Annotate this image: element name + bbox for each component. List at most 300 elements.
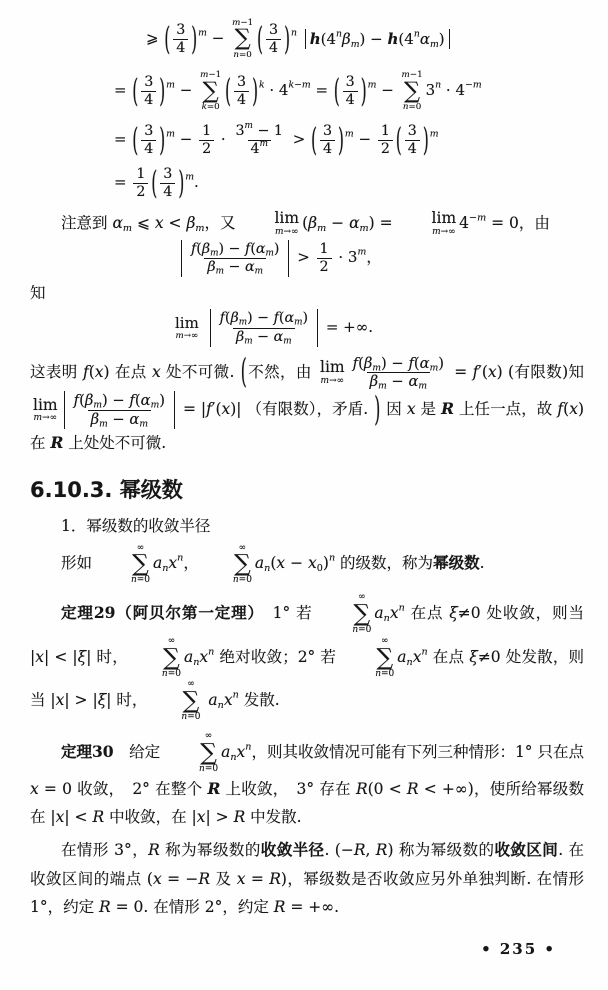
math-text: α (129, 410, 140, 428)
math-row: m→∞ (175, 331, 199, 342)
paragraph-know (30, 279, 584, 308)
math-row: m−1 (232, 18, 254, 28)
math-text: n (402, 102, 409, 113)
lim-subscript (176, 332, 199, 341)
math-text: m (472, 79, 482, 91)
paragraph-notice (30, 209, 584, 238)
math-row: n=0 (402, 102, 422, 113)
big-parenthesis: ( (395, 121, 402, 159)
sum-upper-limit: ∞ (136, 542, 145, 553)
math-text: m (215, 266, 225, 277)
math-text: β (342, 30, 351, 49)
math-row: lim m→∞ $\frac{f(\beta_m) - f(\alpha_m)}{\beta_m - \alpha_m}$ = +∞. (175, 310, 373, 347)
superscript (430, 129, 439, 140)
formula-inequality-line-1 (146, 18, 584, 60)
math-row: m→∞ (320, 376, 345, 387)
math-text: 收敛半径 (260, 840, 325, 860)
big-parenthesis: ( (225, 72, 231, 111)
math-text: f (245, 240, 251, 257)
fraction (232, 120, 286, 158)
math-row: −m (465, 79, 482, 91)
math-text: R (92, 808, 105, 827)
numerator: 3 (269, 21, 279, 38)
math-text: α (255, 240, 266, 257)
denominator: 4 (141, 140, 156, 158)
summation (200, 70, 221, 112)
lim-subscript (321, 377, 345, 386)
fraction (320, 123, 335, 158)
math-text: x (35, 647, 44, 666)
superscript (469, 212, 486, 223)
subscript (151, 401, 160, 411)
math-text: x (152, 869, 162, 888)
fraction (141, 74, 156, 109)
math-text: α (349, 213, 360, 232)
lim-subscript (401, 228, 456, 237)
math-text: n (161, 668, 168, 679)
superscript (291, 28, 297, 39)
sum-upper-limit: ∞ (204, 731, 213, 742)
subscript (430, 363, 439, 373)
sigma-symbol: ∑ (234, 25, 251, 52)
sum-upper-limit: ∞ (381, 635, 389, 646)
math-text: m (33, 413, 43, 424)
subsection-title (30, 512, 584, 541)
math-text: f (73, 391, 80, 409)
math-text: n (413, 28, 420, 40)
math-text: x (412, 647, 422, 666)
limit-operator (243, 210, 299, 237)
sigma-symbol: ∑ (376, 643, 394, 671)
math-text: n (199, 763, 205, 774)
big-parenthesis: ( (164, 20, 171, 59)
math-text: n (383, 612, 390, 624)
math-text: x (487, 362, 497, 381)
math-text: m (185, 171, 195, 183)
formula-line-4 (114, 166, 584, 201)
math-text: n (232, 689, 239, 701)
big-parenthesis: ( (132, 121, 139, 159)
limit-operator (175, 315, 199, 341)
formula-limit-infinity (172, 309, 584, 346)
superscript (245, 741, 251, 752)
math-text: R (441, 399, 454, 419)
fraction (266, 22, 281, 57)
big-parenthesis: ( (240, 352, 247, 392)
sigma-symbol: ∑ (182, 687, 200, 715)
math-text: 收敛区间 (494, 840, 559, 860)
fraction (133, 166, 148, 201)
numerator (71, 392, 168, 410)
subscript (283, 336, 291, 346)
sum-upper-limit: ∞ (238, 542, 247, 553)
numerator (350, 355, 447, 373)
numerator: 1 (380, 122, 390, 139)
superscript (260, 139, 268, 149)
sum-lower-limit (202, 575, 252, 586)
lim-subscript (244, 228, 299, 237)
numerator: 1 (202, 122, 212, 139)
math-row: 4$^m$ (250, 138, 268, 157)
math-row: $3^m - 1$ (235, 120, 283, 139)
math-text: f (219, 310, 225, 327)
denominator: 4 (173, 39, 188, 57)
superscript (465, 80, 482, 91)
math-row: $\beta_m - \alpha_m$ (207, 258, 264, 277)
math-row: 定理29（阿贝尔第一定理） 1° 若 ∞ ∑ n=0 $a_nx^n$ 在点 ξ≠0 处收敛，则当 |x| < |ξ| 时， ∞ ∑ n=0 $a_nx^n$ 绝对收敛；2° 若 ∞ ∑ n=0 $a_nx^n$ 在点 ξ≠0 处发散，则当 |x| > |ξ| 时， ∞ ∑ n=0 $a_nx^n$ 发散. (30, 592, 585, 723)
limit-operator (401, 210, 457, 237)
math-text: m (429, 363, 439, 374)
math-text: β (308, 213, 318, 232)
math-row: m→∞ (275, 227, 299, 238)
paragraph-theorem-30 (30, 731, 584, 832)
math-text: R (198, 869, 211, 888)
math-text: x (55, 691, 65, 710)
math-row: n=0 (352, 625, 372, 636)
math-row: n=0 (233, 49, 252, 60)
math-text: a (397, 647, 407, 666)
math-text: k (288, 79, 295, 91)
math-text: m (166, 79, 175, 91)
superscript (177, 553, 183, 564)
summation (344, 636, 394, 680)
math-text: α (245, 258, 255, 275)
fraction (217, 310, 311, 345)
math-text: β (186, 213, 196, 232)
math-text: m (175, 331, 184, 342)
sigma-symbol: ∑ (163, 643, 180, 671)
limit-operator (33, 397, 58, 424)
math-text: f (408, 354, 414, 372)
math-text: n (336, 28, 343, 40)
math-text: n (181, 712, 188, 723)
subscript (123, 223, 132, 234)
math-text: a (208, 691, 218, 710)
summation (232, 18, 253, 60)
sigma-symbol: ∑ (404, 77, 421, 104)
math-row: m−1 (401, 70, 423, 81)
math-text: m (283, 336, 292, 347)
math-row: $\beta_m - \alpha_m$ (369, 373, 428, 392)
math-text: x (223, 691, 233, 710)
big-parenthesis: ) (159, 72, 166, 111)
sum-lower-limit (344, 669, 394, 680)
math-row: m−1 (200, 70, 222, 81)
math-text: k (201, 102, 207, 113)
superscript (208, 646, 214, 657)
math-text: n (233, 49, 239, 60)
math-text: m (301, 79, 311, 91)
math-text: a (183, 647, 194, 666)
math-text: β (84, 391, 94, 409)
numerator: 3 (322, 122, 333, 139)
numerator: 1 (319, 240, 329, 257)
math-text: f (557, 400, 564, 419)
big-parenthesis: ) (252, 72, 258, 111)
fraction (405, 123, 420, 158)
math-text: 定理29（阿贝尔第一定理） (61, 603, 257, 623)
math-text: x (168, 554, 178, 573)
sum-lower-limit (150, 712, 200, 723)
subscript (255, 266, 263, 276)
math-row: m→∞ (432, 227, 456, 238)
math-text: n (398, 602, 405, 614)
math-row: m→∞ (33, 413, 58, 424)
math-text: x (94, 362, 104, 381)
math-text: R (50, 433, 64, 453)
sigma-symbol: ∑ (234, 550, 251, 578)
math-row: = ( $\frac{3}{4}$ )$^m$ − $\frac{1}{2}$ · $\frac{3^m - 1}{4^m}$ > ( $\frac{3}{4}$ )$^m$ − $\frac{1}{2}$ ( $\frac{3}{4}$ )$^m$ (114, 120, 439, 159)
denominator: 4 (234, 91, 249, 109)
math-text: n (208, 645, 215, 657)
math-row: 注意到 $\alpha_m$ ⩽ $x < \beta_m$，又 lim m→∞ $(\beta_m - \alpha_m)$ = lim m→∞ $4^{-m} = 0$，由 (61, 209, 550, 238)
math-text: x (236, 869, 246, 888)
math-row: n=0 (375, 668, 395, 679)
math-text: m (401, 70, 410, 81)
math-text: m (244, 120, 253, 131)
math-text: m (150, 400, 160, 411)
math-text: f (352, 354, 359, 372)
superscript (259, 80, 265, 91)
fraction (234, 74, 249, 109)
math-text: R (207, 778, 221, 798)
math-row: −m (469, 212, 487, 224)
math-text: x (151, 362, 161, 381)
math-text: 定理30 (61, 741, 114, 761)
superscript (245, 120, 253, 130)
summation (202, 543, 252, 587)
absolute-value (210, 309, 318, 346)
section-heading: 6.10.3. 幂级数 (30, 477, 183, 502)
math-text: a (374, 604, 384, 623)
math-text: m (320, 376, 330, 387)
subscript (360, 223, 369, 234)
superscript (329, 553, 335, 564)
math-text: m (166, 128, 175, 140)
paragraph-power-series-definition (30, 543, 584, 587)
superscript (166, 129, 175, 140)
superscript (198, 28, 207, 39)
sum-upper-limit: ∞ (187, 679, 195, 690)
math-row: n=0 (181, 712, 201, 723)
big-parenthesis: ) (284, 20, 290, 59)
big-parenthesis: ( (333, 72, 340, 111)
math-text: β (369, 373, 379, 391)
numerator: 3 (176, 21, 186, 38)
math-text: m (122, 222, 133, 234)
fraction (350, 355, 447, 391)
math-text: m (477, 212, 487, 224)
summation (131, 636, 181, 680)
sigma-symbol: ∑ (353, 599, 371, 627)
formula-line-3 (114, 120, 584, 159)
denominator: 2 (317, 258, 332, 276)
math-text: β (363, 354, 373, 372)
math-text: m (210, 248, 219, 259)
denominator (88, 410, 151, 429)
numerator: 1 (136, 165, 146, 182)
math-text: n (162, 563, 169, 575)
superscript (357, 247, 366, 258)
sum-lower-limit (100, 575, 150, 586)
math-text: k (258, 79, 265, 91)
math-text: 幂级数 (433, 553, 480, 573)
math-text: n (290, 27, 297, 39)
sum-upper-limit: ∞ (358, 592, 366, 603)
fraction (160, 166, 175, 201)
numerator (188, 241, 282, 258)
math-text: m (139, 419, 149, 430)
math-row: 在情形 3°，R 称为幂级数的收敛半径. (−R, R) 称为幂级数的收敛区间. 在收敛区间的端点 (x = −R 及 x = R)，幂级数是否收敛应另外单独判断. 在情形 1°，约定 R = 0. 在情形 2°，约定 R = +∞. (30, 840, 585, 917)
formula-difference-quotient-bound (178, 240, 584, 277)
sigma-symbol: ∑ (132, 550, 149, 578)
math-text: ξ (97, 691, 107, 710)
math-text: m (317, 222, 327, 234)
denominator: 4 (266, 39, 281, 57)
math-text: x (389, 604, 399, 623)
subscript (294, 318, 302, 328)
math-row: $\beta_m - \alpha_m$ (90, 410, 149, 430)
math-text: m (344, 128, 354, 140)
superscript (288, 80, 310, 91)
fraction (378, 123, 393, 158)
big-parenthesis: ( (151, 164, 158, 203)
sum-lower-limit (168, 764, 218, 775)
math-row: ⩾ ( $\frac{3}{4}$ )$^m$ − m−1 ∑ n=0 ( $\frac{3}{4}$ )$^n$ $h(4^n\beta_m) - h(4^n\alpha_m)$ (146, 29, 453, 47)
math-text: m (372, 363, 381, 374)
math-text: β (207, 258, 216, 275)
fraction (141, 123, 156, 158)
math-row: $h(4^n\beta_m) - h(4^n\alpha_m)$ (309, 28, 445, 50)
numerator: 3 (144, 73, 154, 90)
denominator: 2 (378, 140, 393, 158)
math-row: n=0 (199, 763, 219, 774)
summation (150, 679, 200, 723)
subscript (99, 419, 108, 429)
math-text: f (273, 310, 279, 327)
subscript (266, 248, 274, 258)
big-parenthesis: ( (311, 121, 317, 159)
math-row: 形如 ∞ ∑ n=0 $a_nx^n$， ∞ ∑ n=0 $a_n(x - x_0)^n$ 的级数，称为幂级数. (61, 542, 485, 586)
math-row: n=0 (161, 668, 181, 679)
math-text: n (130, 575, 137, 586)
math-text: n (230, 751, 237, 763)
math-text: x (199, 647, 209, 666)
math-row: n=0 (232, 575, 252, 586)
math-text: h (309, 30, 321, 49)
math-text: a (221, 742, 231, 761)
superscript (435, 80, 441, 91)
math-text: β (90, 410, 100, 428)
math-text: h (387, 30, 399, 49)
sigma-symbol: ∑ (200, 738, 217, 766)
math-text: α (284, 310, 295, 327)
math-row: $f(\beta_m) - f(\alpha_m)$ (352, 354, 444, 374)
math-text: m (93, 400, 102, 411)
page-number: • 235 • (481, 940, 556, 958)
math-text: m (198, 27, 207, 39)
math-text: m (418, 381, 428, 392)
math-text: x (569, 400, 578, 419)
math-text: α (408, 373, 419, 391)
math-row: $f(\beta_m) - f(\alpha_m)$ (219, 310, 309, 329)
math-text: n (177, 552, 184, 564)
fraction (188, 241, 282, 276)
fraction (71, 392, 168, 428)
fraction (173, 22, 188, 57)
superscript (185, 172, 194, 183)
math-text: ξ (449, 604, 458, 623)
math-text: x (154, 213, 164, 232)
math-text: n (264, 563, 271, 575)
math-row: $f(\beta_m) - f(\alpha_m)$ (191, 240, 280, 259)
superscript (368, 80, 377, 91)
lim-word: lim (33, 395, 58, 414)
sum-lower-limit (403, 102, 421, 112)
denominator: 4 (405, 140, 420, 158)
math-text: n (232, 575, 239, 586)
numerator: 3 (163, 165, 173, 182)
subscript (264, 563, 270, 574)
superscript (345, 129, 354, 140)
math-text: f (206, 400, 212, 419)
math-text: n (421, 645, 428, 657)
math-text: x (196, 808, 206, 827)
superscript (399, 602, 405, 613)
summation (100, 543, 150, 587)
subscript (195, 223, 204, 234)
math-row: $\beta_m - \alpha_m$ (236, 328, 292, 347)
math-text: α (419, 354, 430, 372)
math-text: m (195, 222, 205, 234)
subscript (317, 223, 326, 234)
math-text: n (435, 79, 442, 91)
lim-word: lim (320, 358, 345, 377)
math-text: n (245, 741, 252, 753)
denominator: 4 (141, 91, 156, 109)
paragraph-theorem-29 (30, 592, 584, 723)
absolute-value (305, 29, 450, 49)
math-row: 这表明 f(x) 在点 x 处不可微. (不然，由 lim m→∞ $\frac{f(\beta_m) - f(\alpha_m)}{\beta_m - \alpha_m}$ = f′(x) (有限数)知 lim m→∞ $\frac{f(\beta_m) - f(\alpha_m)}{\beta_m - \alpha_m}$ = |f′(x)| （有限数），矛盾. ) 因 x 是 R 上任一点，故 f(x) 在 R 上处处不可微. (30, 363, 584, 452)
math-text: x (236, 742, 246, 761)
math-row: 定理30 给定 ∞ ∑ n=0 $a_nx^n$，则其收敛情况可能有下列三种情形：1° 只在点 x = 0 收敛， 2° 在整个 R 上收敛， 3° 存在 R(0 < R < +∞)，使所给幂级数在 |x| < R 中收敛，在 |x| > R 中发散. (30, 731, 584, 827)
denominator: 2 (133, 183, 148, 201)
big-parenthesis: ) (178, 164, 185, 203)
sum-lower-limit (131, 669, 181, 680)
lim-subscript (34, 414, 58, 423)
big-parenthesis: ( (132, 72, 139, 111)
math-text: R (355, 779, 368, 798)
math-text: n (217, 700, 224, 712)
numerator: 3 (237, 73, 247, 90)
math-text: n (375, 668, 382, 679)
fraction (317, 241, 332, 276)
math-text: x (30, 779, 39, 798)
superscript (166, 80, 175, 91)
denominator: 4 (160, 183, 175, 201)
math-text: x (55, 808, 65, 827)
math-text: m (275, 227, 284, 238)
sum-lower-limit (202, 102, 220, 112)
subscript (216, 266, 224, 276)
math-text: m (429, 128, 439, 140)
absolute-value (181, 240, 289, 277)
math-text: m (294, 318, 303, 329)
math-text: m (232, 18, 241, 28)
big-parenthesis: ) (374, 389, 381, 430)
math-text: R (233, 808, 246, 827)
math-text: α (419, 30, 430, 49)
